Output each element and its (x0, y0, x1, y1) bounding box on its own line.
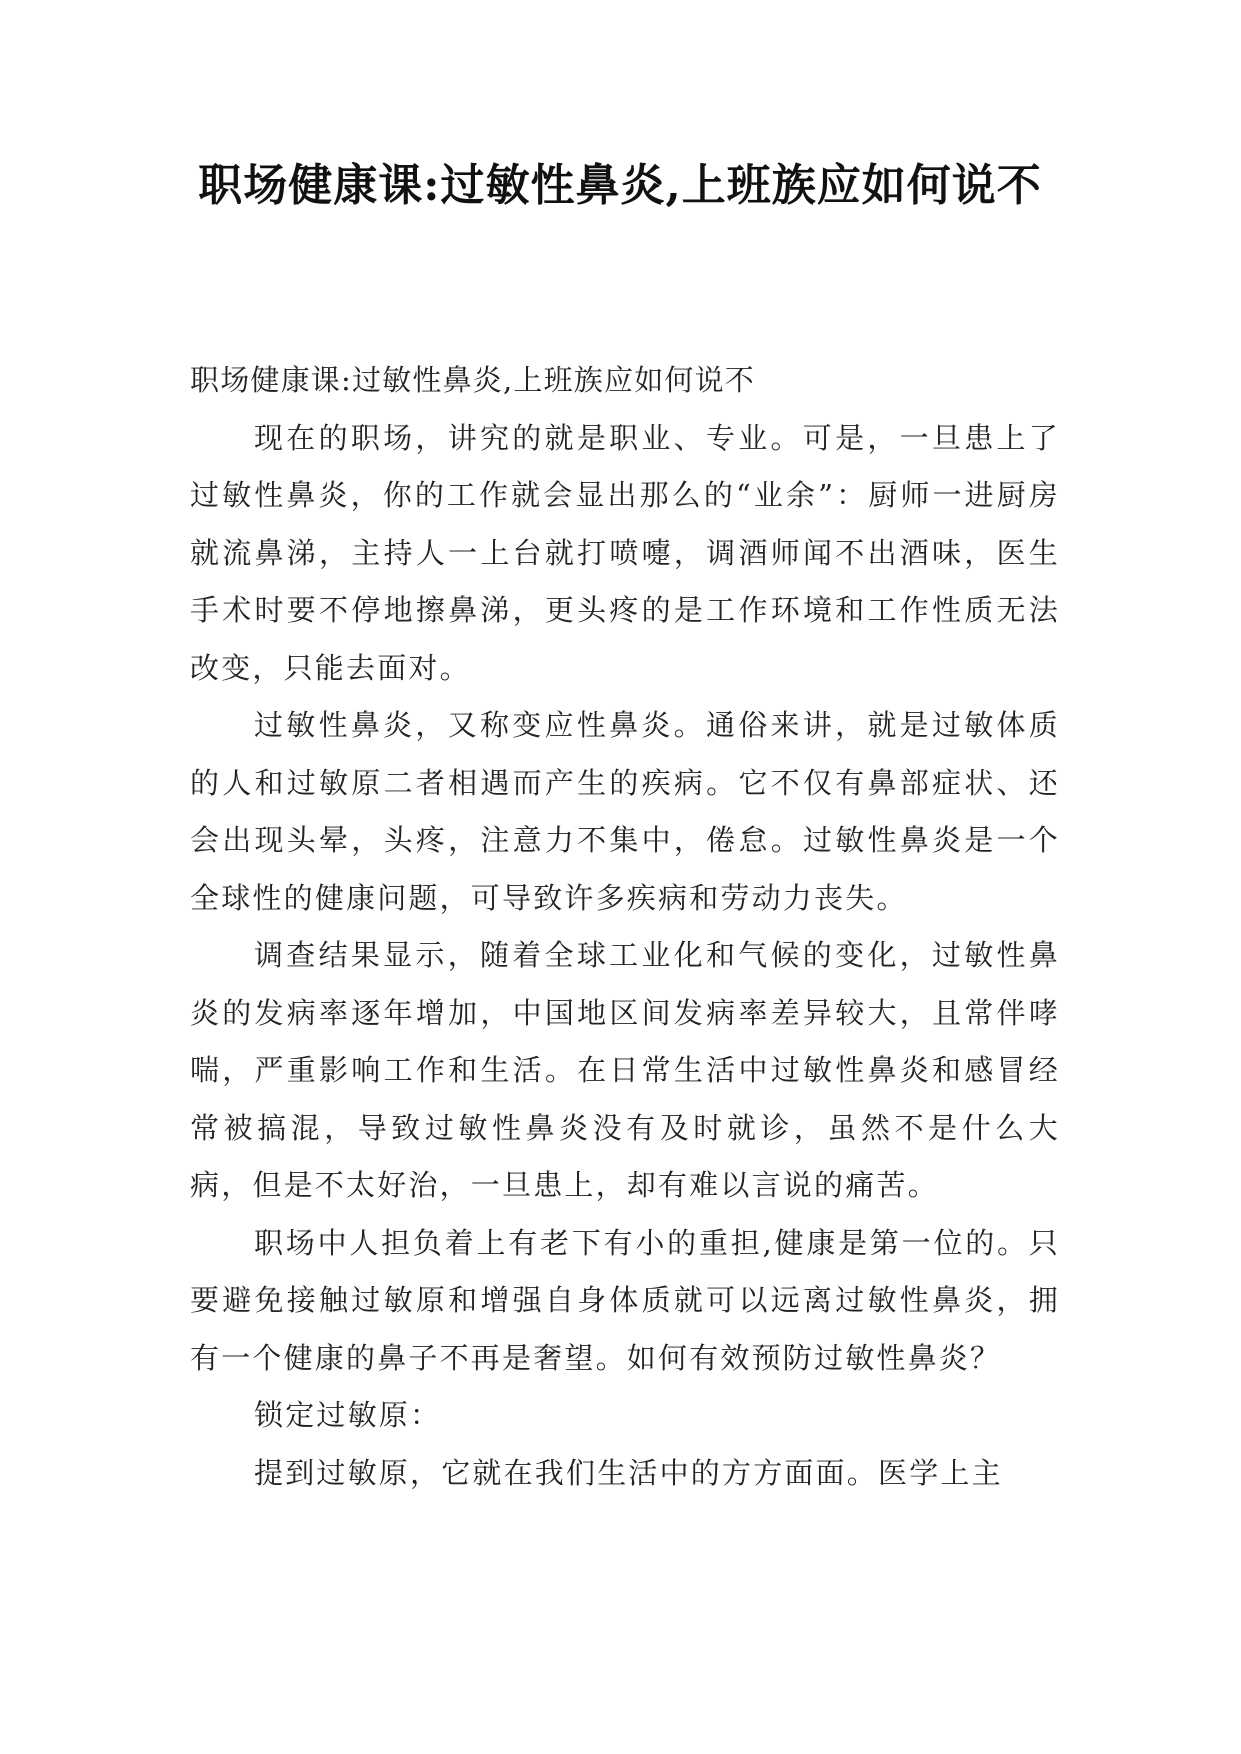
body-paragraph: 调查结果显示，随着全球工业化和气候的变化，过敏性鼻炎的发病率逐年增加，中国地区间发病率差异较大，且常伴哮喘，严重影响工作和生活。在日常生活中过敏性鼻炎和感冒经常被搞混，导致过敏性鼻炎没有及时就诊，虽然不是什么大病，但是不太好治，一旦患上，却有难以言说的痛苦。 (190, 938, 1060, 1202)
document-title: 职场健康课:过敏性鼻炎,上班族应如何说不 (198, 160, 1042, 211)
section-heading: 锁定过敏原： (254, 1398, 442, 1432)
body-paragraph: 过敏性鼻炎，又称变应性鼻炎。通俗来讲，就是过敏体质的人和过敏原二者相遇而产生的疾病。它不仅有鼻部症状、还会出现头晕，头疼，注意力不集中，倦怠。过敏性鼻炎是一个全球性的健康问题，可导致许多疾病和劳动力丧失。 (190, 708, 1060, 915)
body-paragraph: 现在的职场，讲究的就是职业、专业。可是，一旦患上了过敏性鼻炎，你的工作就会显出那么的“业余”：厨师一进厨房就流鼻涕，主持人一上台就打喷嚏，调酒师闻不出酒味，医生手术时要不停地擦鼻涕，更头疼的是工作环境和工作性质无法改变，只能去面对。 (190, 420, 1060, 685)
document-body (190, 352, 1060, 1502)
subtitle-paragraph: 职场健康课:过敏性鼻炎,上班族应如何说不 (190, 363, 755, 397)
body-paragraph: 职场中人担负着上有老下有小的重担,健康是第一位的。只要避免接触过敏原和增强自身体质就可以远离过敏性鼻炎，拥有一个健康的鼻子不再是奢望。如何有效预防过敏性鼻炎？ (190, 1225, 1060, 1375)
body-paragraph: 提到过敏原，它就在我们生活中的方方面面。医学上主 (254, 1455, 1003, 1490)
